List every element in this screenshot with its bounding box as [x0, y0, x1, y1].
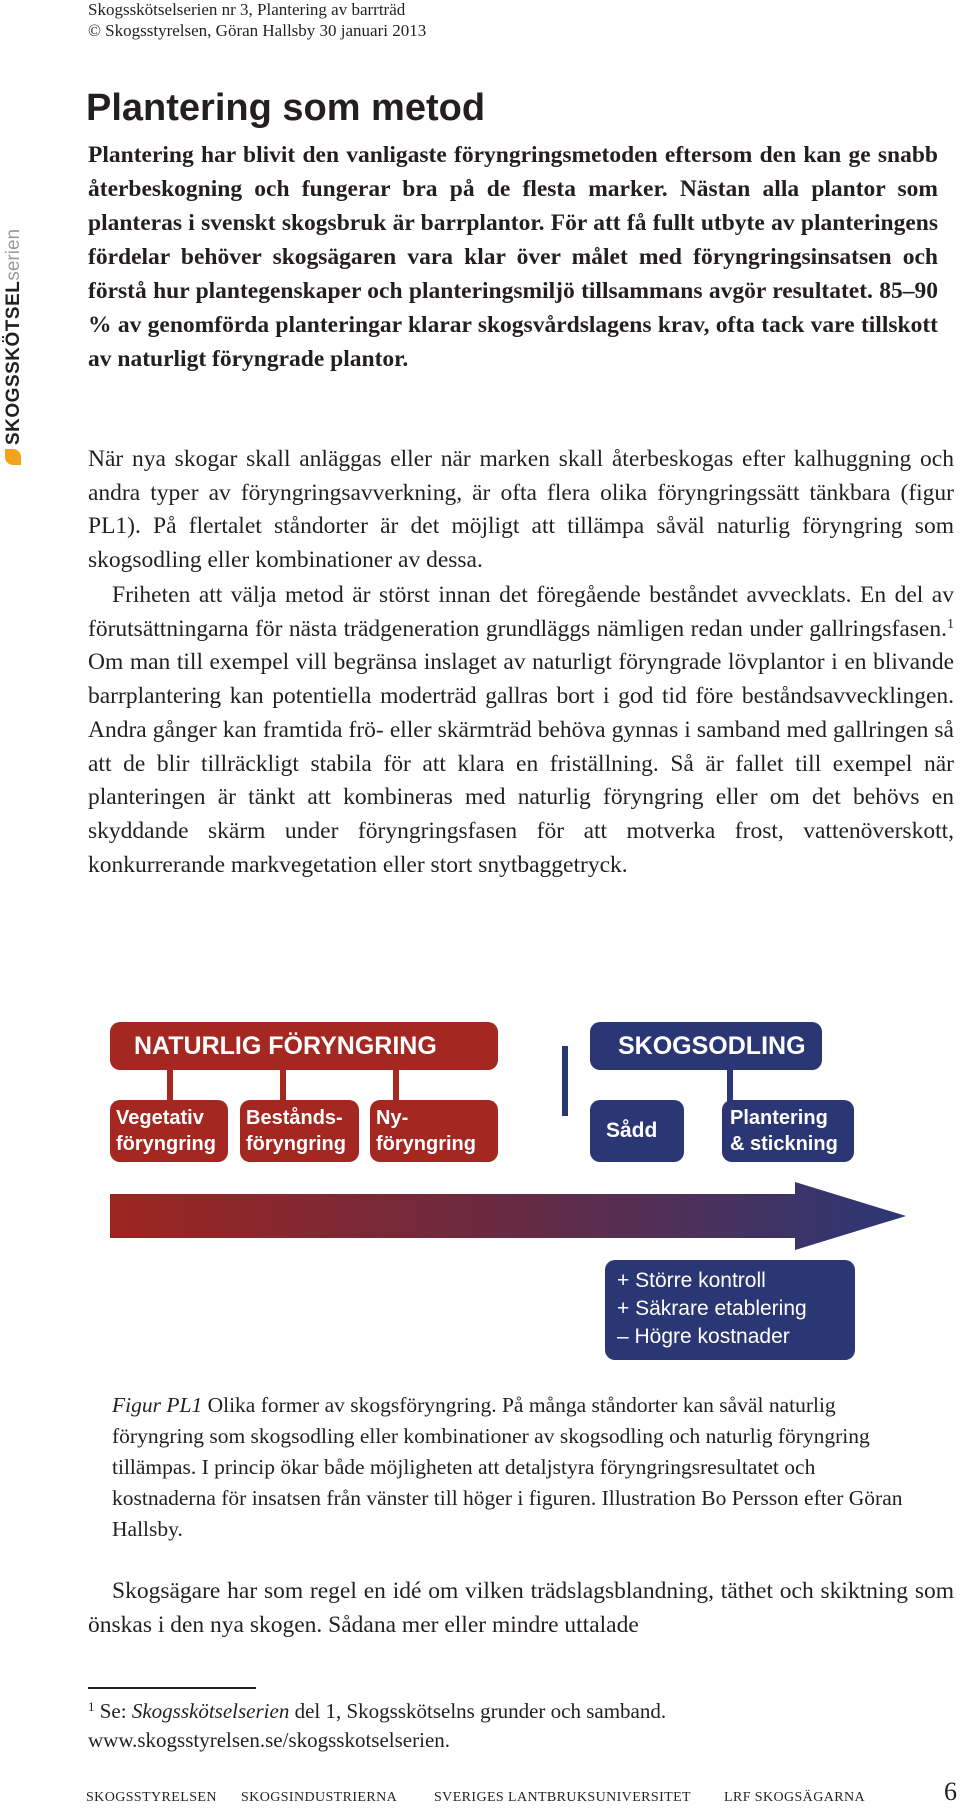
leaf-icon: [5, 449, 21, 465]
figure-label: Figur PL1: [112, 1393, 203, 1417]
new-regeneration-box: [370, 1100, 498, 1162]
footnote-prefix: Se:: [94, 1699, 132, 1723]
note-higher-costs: – Högre kostnader: [617, 1325, 790, 1348]
body-paragraph-2-part1: Friheten att välja metod är störst innan det föregående beståndet avvecklats. En del av förutsättningarna för nästa trädgeneration grundläggs nämligen redan under gallringsfasen.: [88, 582, 954, 642]
box-line: Vegetativ: [116, 1107, 204, 1129]
footnote-rest: del 1, Skogsskötselns grunder och samband. www.skogsstyrelsen.se/skogsskotselserien.: [88, 1699, 667, 1752]
note-safer-establishment: + Säkrare etablering: [617, 1297, 807, 1320]
note-more-control: + Större kontroll: [617, 1269, 766, 1292]
footer-lrf: LRF SKOGSÄGARNA: [724, 1790, 865, 1805]
connector-line: [562, 1046, 568, 1116]
box-line: föryngring: [246, 1133, 346, 1155]
series-logo-light: serien: [3, 228, 24, 281]
footnote: [88, 1697, 954, 1755]
footnote-italic: Skogsskötselserien: [131, 1699, 290, 1723]
lead-paragraph: Plantering har blivit den vanligaste föryngringsmetoden eftersom den kan ge snabb återbeskogning och fungerar bra på de flesta marker. Nästan alla plantor som planteras i svenskt skogsbruk är barrplantor. För att få fullt utbyte av planteringens fördelar behöver skogsägaren vara klar över målet med föryngringsinsatsen och förstå hur plantegenskaper och planteringsmiljö tillsammans avgör resultatet. 85–90 % av genomförda planteringar klarar skogsvårdslagens krav, ofta tack vare tillskott av naturligt föryngrade plantor.: [88, 142, 938, 372]
footnote-reference: 1: [947, 616, 954, 632]
box-line: & stickning: [730, 1133, 838, 1155]
box-line: Ny-: [376, 1107, 409, 1129]
figure-regeneration-methods: [100, 1010, 920, 1360]
page-number: 6: [944, 1777, 958, 1806]
box-line: föryngring: [116, 1133, 216, 1155]
box-line: Bestånds-: [246, 1107, 343, 1129]
body-paragraph-3: Skogsägare har som regel en idé om vilken trädslagsblandning, täthet och skiktning som önskas i den nya skogen. Sådana mer eller mindre uttalade: [88, 1578, 954, 1638]
figure-caption: [112, 1390, 912, 1545]
body-paragraph-1: När nya skogar skall anläggas eller när marken skall återbeskogas efter kalhuggning och andra typer av föryngringsavverkning, är ofta flera olika föryngringssätt tänkbara (figur PL1). På flertalet ståndorter är det möjligt att tillämpa såväl naturlig föryngring som skogsodling eller kombinationer av dessa.: [88, 446, 954, 574]
running-header-copyright: © Skogsstyrelsen, Göran Hallsby 30 januari 2013: [88, 21, 427, 40]
series-logo-bold: SKOGSSKÖTSEL: [3, 280, 24, 445]
natural-regeneration-heading: NATURLIG FÖRYNGRING: [110, 1022, 498, 1070]
footer-slu: SVERIGES LANTBRUKSUNIVERSITET: [434, 1790, 691, 1805]
footnote-number: 1: [88, 1699, 95, 1714]
method-notes-box: [605, 1260, 855, 1360]
box-line: föryngring: [376, 1133, 476, 1155]
footer-skogsstyrelsen: SKOGSSTYRELSEN: [86, 1790, 217, 1805]
gradient-arrow: [110, 1182, 910, 1252]
body-paragraph-2: [88, 579, 954, 882]
stand-regeneration-box: [240, 1100, 359, 1162]
planting-heading: SKOGSODLING: [590, 1022, 822, 1070]
vegetative-regeneration-box: [110, 1100, 228, 1162]
page-footer: [86, 1777, 960, 1813]
caption-text: Olika former av skogsföryngring. På många ståndorter kan såväl naturlig föryngring som skogsodling eller kombinationer av skogsodling och naturlig föryngring tillämpas. I princip ökar både möjligheten att detaljstyra föryngringsresultatet och kostnaderna för insatsen från vänster till höger i figuren. Illustration Bo Persson efter Göran Hallsby.: [112, 1393, 903, 1541]
sowing-box: Sådd: [590, 1100, 684, 1162]
planting-cutting-box: [722, 1100, 854, 1162]
body-paragraph-2-part2: Om man till exempel vill begränsa inslaget av naturligt föryngrade lövplantor i en blivande barrplantering kan potentiella moderträd gallras bort i god tid före beståndsavvecklingen. Andra gånger kan framtida frö- eller skärmträd behöva gynnas i samband med gallringen så att de blir tillräckligt stabila för att klara en friställning. Så är fallet till exempel när planteringen är tänkt att kombineras med naturlig föryngring eller om det behövs en skyddande skärm under föryngringsfasen för att motverka frost, vattenöverskott, konkurrerande markvegetation eller stort snytbaggetryck.: [88, 649, 954, 878]
box-line: Plantering: [730, 1107, 828, 1129]
footer-skogsindustrierna: SKOGSINDUSTRIERNA: [241, 1790, 398, 1805]
series-logo: [2, 228, 30, 470]
footnote-divider: [88, 1687, 256, 1689]
running-header-series: Skogsskötselserien nr 3, Plantering av barrträd: [88, 0, 406, 19]
page-title: Plantering som metod: [86, 87, 486, 129]
